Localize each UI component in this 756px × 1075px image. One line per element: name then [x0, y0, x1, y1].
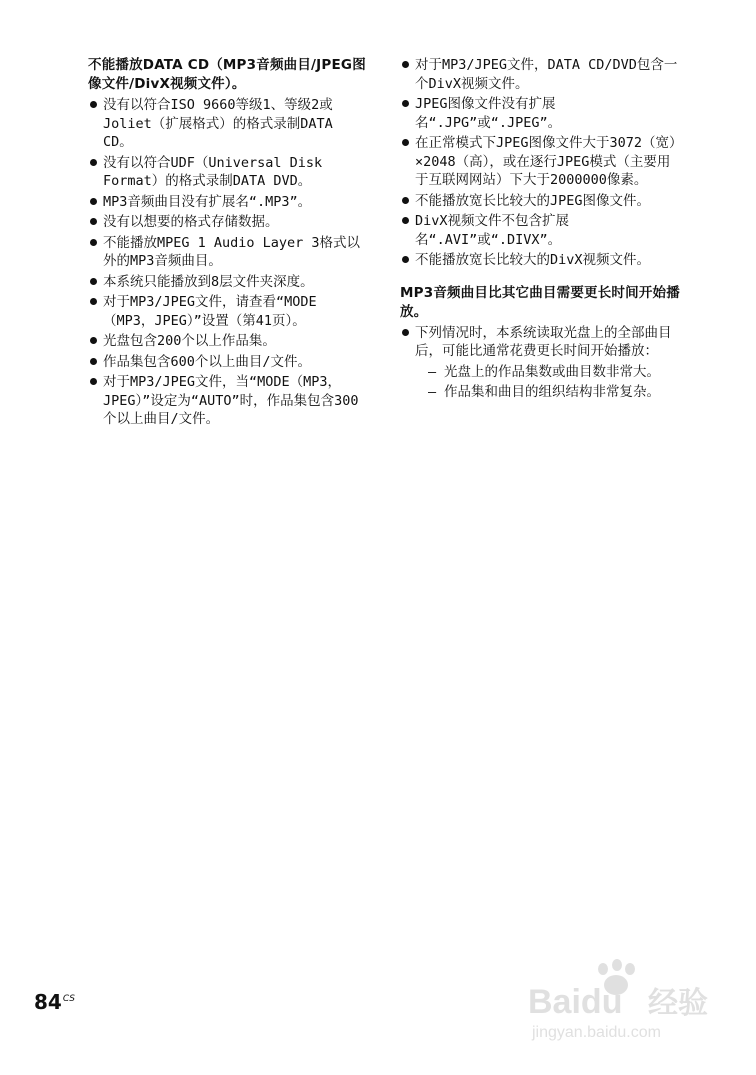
- dash-item-text: 作品集和曲目的组织结构非常复杂。: [444, 384, 660, 400]
- dash-item: [415, 383, 680, 402]
- list-item: JPEG图像文件没有扩展名“.JPG”或“.JPEG”。: [400, 95, 680, 132]
- list-item: DivX视频文件不包含扩展名“.AVI”或“.DIVX”。: [400, 212, 680, 249]
- list-item: 作品集包含600个以上曲目/文件。: [88, 353, 368, 372]
- dash-marker: –: [428, 384, 437, 400]
- watermark-url: jingyan.baidu.com: [532, 1024, 661, 1041]
- list-item: 不能播放MPEG 1 Audio Layer 3格式以外的MP3音频曲目。: [88, 234, 368, 271]
- dash-item: [415, 363, 680, 382]
- list-item: 对于MP3/JPEG文件，请查看“MODE（MP3，JPEG）”设置（第41页）。: [88, 293, 368, 330]
- list-item: 光盘包含200个以上作品集。: [88, 332, 368, 351]
- right-bullet-list: [400, 56, 680, 270]
- list-item: 在正常模式下JPEG图像文件大于3072（宽）×2048（高），或在逐行JPEG模式（主要用于互联网网站）下大于2000000像素。: [400, 134, 680, 190]
- list-item-text: 下列情况时，本系统读取光盘上的全部曲目后，可能比通常花费更长时间开始播放：: [415, 324, 672, 359]
- right-column: [400, 56, 680, 404]
- dash-item-text: 光盘上的作品集数或曲目数非常大。: [444, 363, 660, 380]
- list-item: 本系统只能播放到8层文件夹深度。: [88, 273, 368, 292]
- list-item: 不能播放宽长比较大的DivX视频文件。: [400, 251, 680, 270]
- baidu-jingyan-watermark: [520, 955, 740, 1045]
- watermark-brand-cn: 经验: [648, 986, 708, 1021]
- section-heading-mp3-delay: MP3音频曲目比其它曲目需要更长时间开始播放。: [400, 284, 680, 320]
- watermark-brand: Baidu: [528, 983, 623, 1021]
- list-item: 对于MP3/JPEG文件，当“MODE（MP3，JPEG）”设定为“AUTO”时，作品集包含300个以上曲目/文件。: [88, 373, 368, 429]
- left-column: [88, 56, 368, 431]
- page-number-value: 84: [34, 990, 62, 1014]
- list-item: 没有以想要的格式存储数据。: [88, 213, 368, 232]
- list-item: 不能播放宽长比较大的JPEG图像文件。: [400, 192, 680, 211]
- list-item: MP3音频曲目没有扩展名“.MP3”。: [88, 193, 368, 212]
- list-item: 没有以符合UDF（Universal Disk Format）的格式录制DATA DVD。: [88, 154, 368, 191]
- page-number: [34, 990, 75, 1014]
- dash-list: [415, 363, 680, 402]
- left-bullet-list: [88, 96, 368, 429]
- list-item: 没有以符合ISO 9660等级1、等级2或Joliet（扩展格式）的格式录制DATA CD。: [88, 96, 368, 152]
- section-heading-data-cd: 不能播放DATA CD（MP3音频曲目/JPEG图像文件/DivX视频文件）。: [88, 57, 366, 92]
- page-number-suffix: CS: [62, 994, 76, 1004]
- dash-marker: –: [428, 363, 437, 380]
- list-item: [400, 324, 680, 402]
- mp3-delay-bullet-list: [400, 324, 680, 402]
- list-item: 对于MP3/JPEG文件，DATA CD/DVD包含一个DivX视频文件。: [400, 56, 680, 93]
